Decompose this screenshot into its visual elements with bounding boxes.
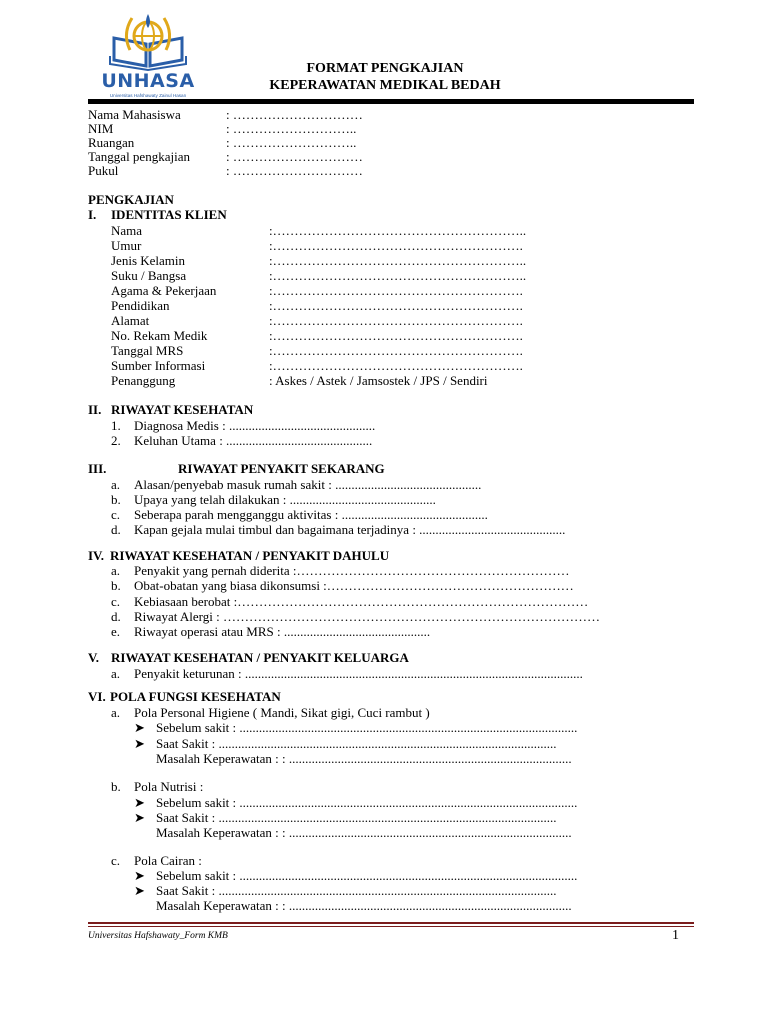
- student-value[interactable]: : …………………………: [226, 107, 363, 122]
- identity-label: Penanggung: [111, 373, 176, 388]
- list-item[interactable]: Kapan gejala mulai timbul dan bagaimana terjadinya : .............................................: [134, 522, 566, 537]
- section-title: RIWAYAT PENYAKIT SEKARANG: [178, 461, 385, 476]
- list-item[interactable]: Kebiasaan berobat :………………………………………………………………………: [134, 594, 589, 609]
- list-item[interactable]: Diagnosa Medis : .............................................: [134, 418, 376, 433]
- identity-label: Umur: [111, 238, 142, 253]
- identity-value[interactable]: :………………………………………………….: [269, 328, 523, 343]
- student-value[interactable]: : …………………………: [226, 163, 363, 178]
- list-item[interactable]: Seberapa parah mengganggu aktivitas : .............................................: [134, 507, 488, 522]
- identity-value[interactable]: :………………………………………………….: [269, 313, 523, 328]
- list-marker: 2.: [111, 433, 121, 448]
- identity-value[interactable]: : Askes / Astek / Jamsostek / JPS / Sendiri: [269, 373, 488, 388]
- bullet-arrow-icon: ➤: [134, 720, 145, 735]
- identity-label: Tanggal MRS: [111, 343, 184, 358]
- student-label: Pukul: [88, 163, 119, 178]
- before-sick-field[interactable]: Sebelum sakit : ........................................................................................................: [156, 720, 578, 735]
- identity-value[interactable]: :………………………………………………….: [269, 238, 523, 253]
- footer-rule: [88, 922, 694, 924]
- student-value[interactable]: : ………………………..: [226, 121, 357, 136]
- title-line-2: KEPERAWATAN MEDIKAL BEDAH: [269, 78, 501, 93]
- footer-rule-thin: [88, 926, 694, 927]
- list-item[interactable]: Upaya yang telah dilakukan : .............................................: [134, 492, 436, 507]
- group-marker: c.: [111, 853, 121, 868]
- identity-label: No. Rekam Medik: [111, 328, 208, 343]
- nursing-problem-field[interactable]: Masalah Keperawatan : : .......................................................................................: [156, 751, 572, 766]
- list-item[interactable]: Keluhan Utama : .............................................: [134, 433, 373, 448]
- section-title: RIWAYAT KESEHATAN / PENYAKIT KELUARGA: [111, 650, 409, 665]
- nursing-problem-field[interactable]: Masalah Keperawatan : : .......................................................................................: [156, 898, 572, 913]
- identity-label: Nama: [111, 223, 143, 238]
- section-number: III.: [88, 461, 107, 476]
- document-title: [220, 60, 550, 94]
- logo-subtext: Universitas Hafshawaty Zainul Hasan: [109, 93, 187, 98]
- list-marker: c.: [111, 594, 121, 609]
- identity-label: Agama & Pekerjaan: [111, 283, 217, 298]
- pengkajian-heading: PENGKAJIAN: [88, 192, 174, 207]
- section-number: V.: [88, 650, 99, 665]
- student-label: Tanggal pengkajian: [88, 149, 190, 164]
- list-marker: a.: [111, 563, 121, 578]
- list-item[interactable]: Obat-obatan yang biasa dikonsumsi :…………………………………………………: [134, 578, 574, 593]
- page-number: 1: [672, 928, 679, 943]
- bullet-arrow-icon: ➤: [134, 883, 145, 898]
- list-item[interactable]: Riwayat operasi atau MRS : .............................................: [134, 624, 431, 639]
- list-marker: c.: [111, 507, 121, 522]
- bullet-arrow-icon: ➤: [134, 736, 145, 751]
- identity-label: Alamat: [111, 313, 150, 328]
- identity-value[interactable]: :………………………………………………….: [269, 358, 523, 373]
- section-title: RIWAYAT KESEHATAN: [111, 402, 254, 417]
- bullet-arrow-icon: ➤: [134, 868, 145, 883]
- identity-label: Jenis Kelamin: [111, 253, 186, 268]
- university-logo: [92, 10, 204, 98]
- list-item[interactable]: Penyakit yang pernah diderita :………………………………………………………: [134, 563, 570, 578]
- section-number: I.: [88, 207, 97, 222]
- list-item[interactable]: Alasan/penyebab masuk rumah sakit : .............................................: [134, 477, 482, 492]
- group-marker: a.: [111, 705, 121, 720]
- identity-value[interactable]: :………………………………………………….: [269, 343, 523, 358]
- group-marker: b.: [111, 779, 121, 794]
- identity-value[interactable]: :…………………………………………………..: [269, 253, 527, 268]
- student-label: Ruangan: [88, 135, 135, 150]
- list-marker: b.: [111, 492, 121, 507]
- section-number: II.: [88, 402, 102, 417]
- identity-value[interactable]: :…………………………………………………..: [269, 268, 527, 283]
- before-sick-field[interactable]: Sebelum sakit : ........................................................................................................: [156, 868, 578, 883]
- identity-value[interactable]: :………………………………………………….: [269, 298, 523, 313]
- list-marker: a.: [111, 477, 121, 492]
- before-sick-field[interactable]: Sebelum sakit : ........................................................................................................: [156, 795, 578, 810]
- list-marker: a.: [111, 666, 121, 681]
- section-title: IDENTITAS KLIEN: [111, 207, 227, 222]
- list-marker: b.: [111, 578, 121, 593]
- student-label: NIM: [88, 121, 114, 136]
- list-item[interactable]: Riwayat Alergi : ……………………………………………………………………………: [134, 609, 600, 624]
- group-title: Pola Personal Higiene ( Mandi, Sikat gigi, Cuci rambut ): [134, 705, 430, 720]
- title-line-1: FORMAT PENGKAJIAN: [306, 61, 464, 76]
- list-marker: e.: [111, 624, 121, 639]
- student-value[interactable]: : …………………………: [226, 149, 363, 164]
- student-value[interactable]: : ………………………..: [226, 135, 357, 150]
- section-number: VI.: [88, 689, 106, 704]
- section-title: RIWAYAT KESEHATAN / PENYAKIT DAHULU: [110, 548, 390, 563]
- list-marker: d.: [111, 609, 121, 624]
- student-label: Nama Mahasiswa: [88, 107, 181, 122]
- section-number: IV.: [88, 548, 105, 563]
- group-title: Pola Nutrisi :: [134, 779, 204, 794]
- identity-label: Suku / Bangsa: [111, 268, 187, 283]
- during-sick-field[interactable]: Saat Sakit : ........................................................................................................: [156, 810, 557, 825]
- during-sick-field[interactable]: Saat Sakit : ........................................................................................................: [156, 883, 557, 898]
- identity-label: Pendidikan: [111, 298, 170, 313]
- identity-value[interactable]: :………………………………………………….: [269, 283, 523, 298]
- bullet-arrow-icon: ➤: [134, 795, 145, 810]
- list-item[interactable]: Penyakit keturunan : ........................................................................................................: [134, 666, 583, 681]
- bullet-arrow-icon: ➤: [134, 810, 145, 825]
- section-title: POLA FUNGSI KESEHATAN: [110, 689, 281, 704]
- list-marker: d.: [111, 522, 121, 537]
- footer-text: Universitas Hafshawaty_Form KMB: [88, 931, 228, 941]
- group-title: Pola Cairan :: [134, 853, 202, 868]
- identity-value[interactable]: :…………………………………………………..: [269, 223, 527, 238]
- during-sick-field[interactable]: Saat Sakit : ........................................................................................................: [156, 736, 557, 751]
- logo-wordmark: UNHASA: [101, 70, 195, 92]
- list-marker: 1.: [111, 418, 121, 433]
- identity-label: Sumber Informasi: [111, 358, 206, 373]
- nursing-problem-field[interactable]: Masalah Keperawatan : : .......................................................................................: [156, 825, 572, 840]
- header-rule: [88, 99, 694, 104]
